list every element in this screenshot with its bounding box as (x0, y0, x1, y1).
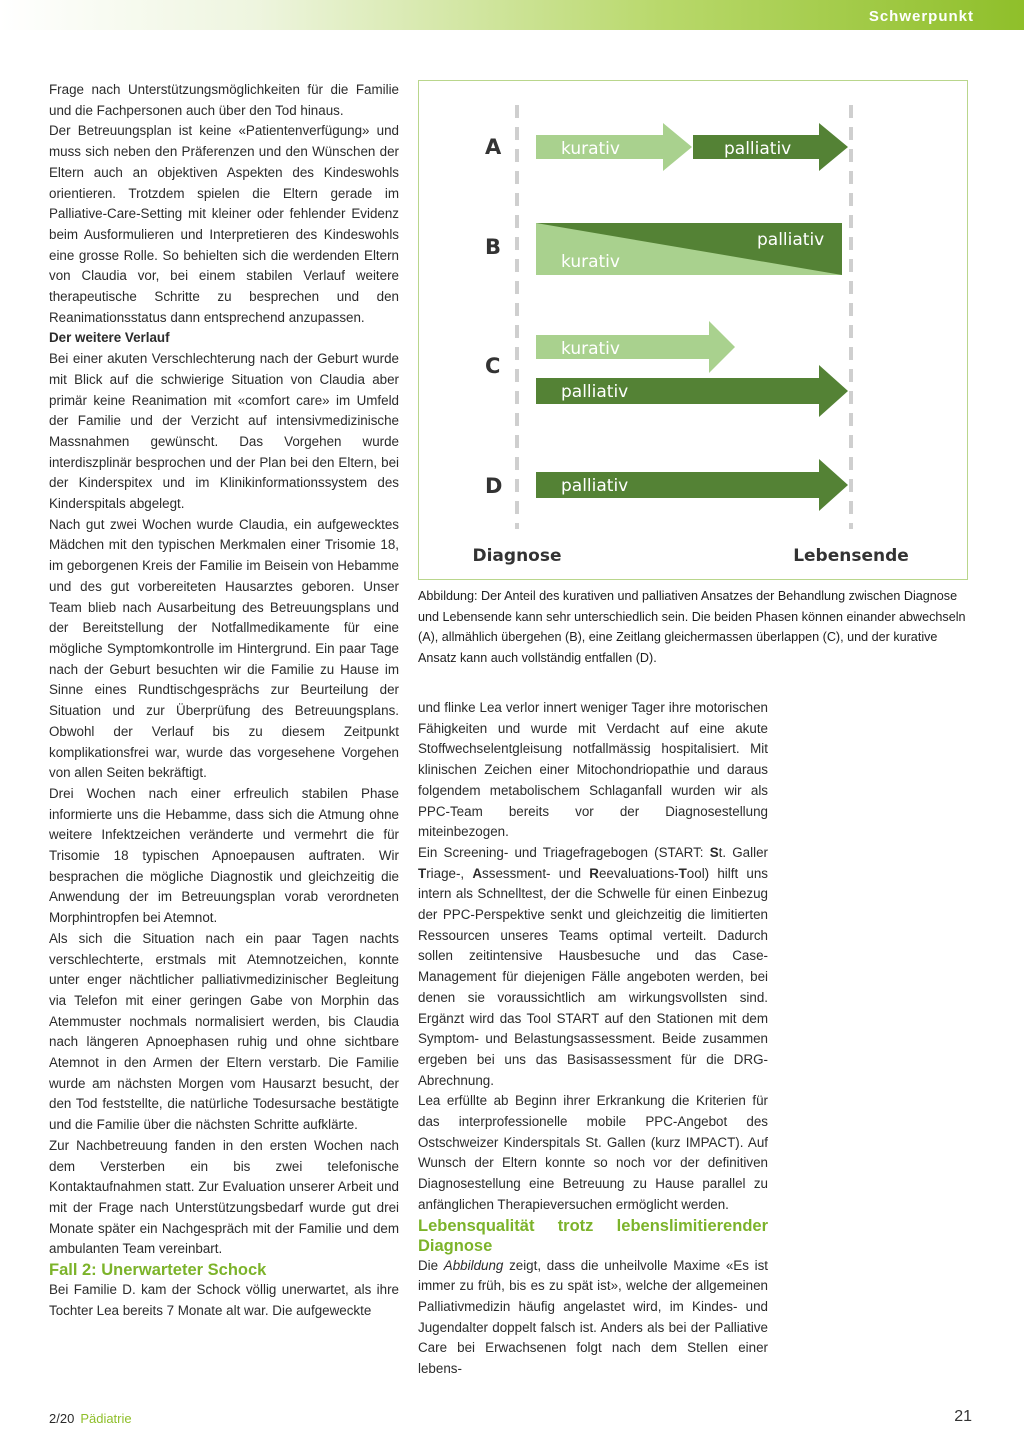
page-number: 21 (954, 1408, 972, 1425)
paragraph: Nach gut zwei Wochen wurde Claudia, ein aufgewecktes Mädchen mit den typischen Merkmalen einer Trisomie 18, im geborgenen Kreis der Familie im Beisein von Hebamme und des gut vorbereiteten Hausarztes geboren. Unser Team blieb nach Ausarbeitung des Betreuungsplans und der Bereitstellung der Notfallmedikamente für eine mögliche Symptomkontrolle im Hintergrund. Ein paar Tage nach der Geburt besuchten wir die Familie zu Hause im Sinne eines Rundtischgesprächs zur Beurteilung der Situation und zur Überprüfung des Betreuungsplans. Obwohl der Verlauf bis zu diesem Zeitpunkt komplikationsfrei war, wurde das vorgesehene Vorgehen von allen Seiten bekräftigt. (49, 516, 399, 781)
paragraph: Die Abbildung zeigt, dass die unheilvolle Maxime «Es ist immer zu früh, bis es zu spät ist», welche der allgemeinen Palliativmedizin häufig angelastet wird, im Kindes- und Jugendalter doppelt falsch ist. Anders als bei der Palliative Care bei Erwachsenen folgt nach dem Stellen einer lebens- (418, 1257, 768, 1377)
section-heading: Fall 2: Unerwarteter Schock (49, 1261, 267, 1280)
paragraph: Bei einer akuten Verschlechterung nach der Geburt wurde mit Blick auf die schwierige Situation von Claudia aber primär keine Reanimation mit «comfort care» im Umfeld der Familie und der Verzicht auf intensivmedizinische Massnahmen gewünscht. Das Vorgehen wurde interdiszplinär besprochen und der Plan bei den Eltern, bei der Kinderspitex und im Klinikinformationssystem des Kinderspitals abgelegt. (49, 351, 399, 512)
row-label-a: A (485, 135, 502, 159)
paragraph: Zur Nachbetreuung fanden in den ersten Wochen nach dem Versterben ein bis zwei telefonische Kontaktaufnahmen statt. Zur Evaluation unserer Arbeit und mit der Frage nach Unterstützungsbedarf wurde gut drei Monate später ein Nachgespräch mit der Familie und dem ambulanten Team vereinbart. (49, 1137, 399, 1257)
bar-b-palliativ-label: palliativ (757, 230, 825, 250)
journal-name: Pädiatrie (80, 1411, 132, 1426)
label-lebensende: Lebensende (793, 546, 909, 566)
middle-column (418, 698, 768, 1380)
row-label-c: C (485, 354, 501, 378)
label-diagnose: Diagnose (472, 546, 562, 566)
section-heading: Lebensqualität trotz lebenslimitierender Diagnose (418, 1216, 768, 1255)
paragraph: und flinke Lea verlor innert weniger Tager ihre motorischen Fähigkeiten und wurde mit Verdacht auf eine akute Stoffwechselentgleisung notfallmässig hospitalisiert. Mit klinischen Zeichen einer Mitochondriopathie und daraus folgendem metabolischem Schlaganfall wurden wir als PPC-Team bereits vor der Diagnosestellung miteinbezogen. (418, 700, 768, 840)
arrow-a-palliativ-label: palliativ (724, 139, 792, 159)
caption-text: Abbildung: Der Anteil des kurativen und palliativen Ansatzes der Behandlung zwischen Diagnose und Lebensende kann sehr unterschiedlich sein. Die beiden Phasen können einander abwechseln (A), allmählich übergehen (B), eine Zeitlang gleichermassen überlappen (C), und der kurative Ansatz kann auch vollständig entfallen (D). (418, 589, 966, 665)
issue-number: 2/20 (49, 1411, 75, 1426)
treatment-diagram (419, 81, 967, 579)
bar-b-kurativ-label: kurativ (561, 252, 620, 272)
section-label: Schwerpunkt (868, 8, 974, 25)
paragraph: Als sich die Situation nach ein paar Tagen nachts verschlechterte, erstmals mit Atemnotzeichen, konnte unter enger nächtlicher palliativmedizinischer Begleitung via Telefon mit einer geringen Gabe von Morphin das Atemmuster nochmals normalisiert werden, bis Claudia nach längeren Apnoephasen ruhig und ohne sichtbare Atemnot in den Armen der Eltern verstarb. Die Familie wurde am nächsten Morgen vom Hausarzt besucht, der den Tod feststellte, die natürliche Todesursache bestätigte und die Familie über die nächsten Schritte aufklärte. (49, 930, 399, 1133)
arrow-d-palliativ-label: palliativ (561, 476, 629, 496)
subheading: Der weitere Verlauf (49, 330, 170, 346)
row-label-b: B (485, 235, 502, 259)
paragraph: Drei Wochen nach einer erfreulich stabilen Phase informierte uns die Hebamme, dass sich die Atmung ohne weitere Infektzeichen veränderte und vermehrt die für Trisomie 18 typischen Apnoepausen auftraten. Wir besprachen die mögliche Diagnostik und gleichzeitig die Anwendung der im Betreuungsplan vorab verordneten Morphintropfen bei Atemnot. (49, 785, 399, 926)
arrow-c-kurativ-label: kurativ (561, 339, 620, 359)
paragraph: Ein Screening- und Triagefragebogen (START: St. Galler Triage-, Assessment- und Reevaluations-Tool) hilft uns intern als Schnelltest, der die Schwelle für einen Einbezug der PPC-Perspektive senkt und gleichzeitig die limitierten Ressourcen unseres Teams optimal verteilt. Dadurch sollen zeitintensive Hausbesuche und das Case-Management für diejenigen Fälle angeboten werden, bei denen sie voraussichtlich am wirkungsvollsten sind. Ergänzt wird das Tool START auf den Stationen mit dem Symptom- und Belastungsassessment. Beide zusammen ergeben bei uns das Basisassessment für die DRG-Abrechnung. (418, 844, 768, 1088)
paragraph: Lea erfüllte ab Beginn ihrer Erkrankung die Kriterien für das interprofessionelle mobile PPC-Angebot des Ostschweizer Kinderspitals St. Gallen (kurz IMPACT). Auf Wunsch der Eltern konnte so noch vor der definitiven Diagnosestellung eine Betreuung zu Hause parallel zu anfänglichen Therapieversuchen ermöglicht werden. (418, 1093, 768, 1212)
paragraph: Frage nach Unterstützungsmöglichkeiten für die Familie und die Fachpersonen auch über den Tod hinaus. (49, 82, 399, 118)
footer-issue (49, 1411, 132, 1426)
paragraph: Bei Familie D. kam der Schock völlig unerwartet, als ihre Tochter Lea bereits 7 Monate alt war. Die aufgeweckte (49, 1282, 399, 1318)
figure-caption (418, 586, 970, 668)
header-bar (0, 0, 1024, 30)
arrow-c-palliativ-label: palliativ (561, 382, 629, 402)
paragraph: Der Betreuungsplan ist keine «Patientenverfügung» und muss sich neben den Präferenzen und den Wünschen der Eltern auch an objektiven Aspekten des Kindeswohls orientieren. Trotzdem spielen die Eltern gerade im Palliative-Care-Setting mit kleiner oder fehlender Evidenz beim Ausformulieren und Interpretieren des Kindeswohls eine grosse Rolle. So behielten sich die werdenden Eltern von Claudia vor, bei einem stabilen Verlauf weitere therapeutische Schritte zu besprechen und den Reanimationsstatus dann entsprechend anzupassen. (49, 123, 399, 325)
row-label-d: D (485, 474, 503, 498)
left-column (49, 80, 399, 1321)
arrow-a-kurativ-label: kurativ (561, 139, 620, 159)
treatment-figure (418, 80, 968, 580)
